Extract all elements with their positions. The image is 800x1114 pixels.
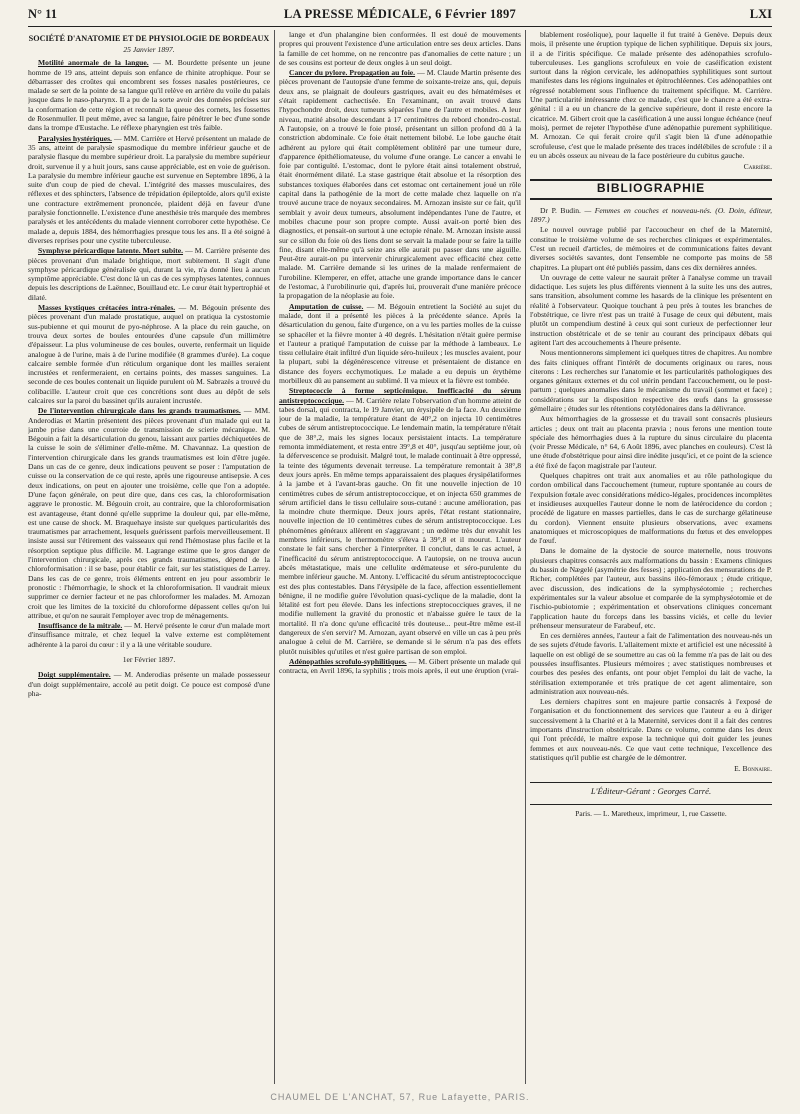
review-paragraph: Les derniers chapitres sont en majeure partie consacrés à l'exposé de l'organisation et du fonctionnement des services que l'auteur a eu à diriger successivement à la Charité et à la Maternité, services dont il a fait des centres importants d'instruction obstétricale. Dans ce volume, comme dans les deux qui l'ont précédé, le maître expose la technique qui doit guider les jeunes femmes et aux nouveau-nés. Ce que vaut cette technique, l'excellence des statistiques qu'il publie est chargée de le démontrer. <box>530 697 772 762</box>
review-paragraph: En ces dernières années, l'auteur a fait de l'alimentation des nouveau-nés un de ses sujets d'étude favoris. L'allaitement mixte et artificiel est une nécessité à laquelle on est obligé de se soumettre au cas où la femme n'a pas de lait ou des poussées insuffisantes. Plusieurs mémoires ; avec statistiques nombreuses et courbes des pesées des enfants, ont pour objet l'emploi du lait de vache, la stérilisation extemporanée et très pratique de cet agent alimentaire, son administration aux nouveau-nés. <box>530 631 772 696</box>
report-text: — M. Anderodias présente un malade possesseur d'un doigt supplémentaire, accolé au petit doigt. Ce pouce est composé d'une pha- <box>28 670 270 698</box>
report-paragraph <box>28 134 270 246</box>
report-heading: Insuffisance de la mitrale. <box>38 621 123 631</box>
review-paragraph: Un ouvrage de cette valeur ne saurait prêter à l'analyse comme un travail didactique. Les sujets les plus différents viennent à la suite les uns des autres, sans transition, absolument comme les hasards de la clinique les présentent en réalité à l'observateur. Quoique touchant à peu près à toutes les branches de l'obstétrique, ce livre n'est pas un traité à l'usage de ceux qui débutent, mais plutôt un compendium destiné à ceux qui sont curieux de perfectionner leur instruction obstétricale et de se tenir au courant des principaux débats qui agitent l'art des accouchements à l'heure présente. <box>530 272 772 347</box>
report-paragraph <box>279 68 521 300</box>
report-list <box>28 58 270 649</box>
review-author: Dr P. Budin. <box>540 205 581 215</box>
report-text: — M. Bourdette présente un jeune homme de 19 ans, atteint depuis son enfance de rhinite atrophique. Pour se débarrasser des croûtes qui encombrent ses fosses nasales postérieures, ce malade se sert de la pointe de sa langue qu'il relève en arrière du voile du palais jusque dans le naso-pharynx. Il a pu de la sorte avoir des données précises sur la conformation de cette région et reconnaît la queue des cornets, les fossettes de Rosenmuller. Il peut même, avec sa langue, faire pénétrer le bec d'une sonde dans la trompe d'Eustache. Le réflexe pharyngien est très faible. <box>28 58 270 133</box>
review-paragraph: Quelques chapitres ont trait aux anomalies et au rôle pathologique du cordon ombilical dans l'accouchement (tumeur, rupture spontanée au cours de l'expulsion fœtale avec considérations médico-légales, procidences incomplètes et insidieuses auxquelles l'auteur donne le nom de latérocidence du cordon ; procédé de ligature en masses partielles, dans le cas de surcharge gélatineuse du cordon). Viennent ensuite plusieurs observations, avec examens anatomiques et microscopiques de malformations du fœtus et des enveloppes de l'œuf. <box>530 471 772 546</box>
report-heading: Streptococcie à forme septicémique. Inefficacité du sérum antistreptococcique. <box>279 386 521 405</box>
page-number: LXI <box>749 7 772 21</box>
footer-rule <box>530 782 772 783</box>
report-paragraph <box>28 58 270 132</box>
report-heading: Masses kystiques crétacées intra-rénales. <box>38 303 176 313</box>
report-paragraph <box>28 303 270 405</box>
report-paragraph <box>28 670 270 698</box>
section-banner <box>530 179 772 199</box>
report-heading: De l'intervention chirurgicale dans les grands traumatismes. <box>38 406 241 416</box>
report-text: — M. Carrière relate l'observation d'un homme atteint de tabes dorsal, qui contracta, le 19 Janvier, un érysipèle de la face. Au deuxième jour de la maladie, la température étant de 40°,2 on injecta 10 centimètres cubes de sérum antistreptococcique. Le lendemain matin, la température n'était que de 38°,2, mais les signes locaux persistaient intacts. La température remonta immédiatement, et resta entre 39°,8 et 40°, jusqu'au septième jour, où la défervescence se produisit. Malgré tout, le malade continuait à être oppressé, la teinte des téguments devenait terreuse. La température remontait à 38°,8 deux jours après. En même temps apparaissaient des plaques érysipélatiformes à la jambe et à l'avant-bras gauche. On fit une nouvelle injection de 10 centimètres cubes de sérum antistreptococcique, et on injecta 650 grammes de sérum artificiel dans le tissu cellulaire sous-cutané : aucune amélioration, pas la moindre chute thermique. Deux jours après, l'état restant stationnaire, nouvelle injection de 10 centimètres cubes de sérum antistreptococcique. Les phénomènes généraux allèrent en s'aggravant ; un œdème très dur envahit les membres inférieurs, le thermomètre s'éleva à 39°,8 et il mourut. L'auteur constate le fait sans chercher à l'interpréter. Il conclut, dans le cas actuel, à l'inefficacité du sérum antistreptococcique. A l'autopsie, on ne trouva aucun abcès métastatique, mais une cellulite œdémateuse et séro-purulente du membre inférieur gauche. M. Antony. L'efficacité du sérum antistreptococcique est des plus contestables. Dans l'érysipèle de la face, affection essentiellement bénigne, il ne modifie guère l'évolution quasi-cyclique de la maladie, dont la létalité est fort peu élevée. Dans les infections streptococciques graves, il ne modifie nullement la gravité du pronostic et n'abaisse guère le taux de la mortalité. Il n'a donc qu'une efficacité très douteuse... peut-être même est-il dangereux de s'en servir? M. Arnozan, ayant observé en ville un cas à peu près analogue à celui de M. Carrière, se demande si le sérum n'a pas des effets plutôt nuisibles qu'utiles et n'est guère partisan de son emploi. <box>279 395 521 656</box>
printer-line: Paris. — L. Maretheux, imprimeur, 1, rue Cassette. <box>575 808 727 818</box>
report-heading: Paralysies hystériques. <box>38 133 112 143</box>
report-paragraph <box>279 386 521 656</box>
report-list <box>279 68 521 675</box>
report-paragraph <box>279 302 521 386</box>
section-title: BIBLIOGRAPHIE <box>596 181 706 196</box>
page-header <box>28 4 772 27</box>
report-text: — M. Gibert présente un malade qui contracta, en Avril 1896, la syphilis ; trois mois après, il eut une éruption (vrai- <box>279 656 521 676</box>
society-title: SOCIÉTÉ D'ANATOMIE ET DE PHYSIOLOGIE DE BORDEAUX <box>28 34 270 43</box>
review-paragraph: Le nouvel ouvrage publié par l'accoucheur en chef de la Maternité, constitue le troisième volume de ses recherches cliniques et expérimentales. C'est un recueil d'articles, de mémoires et de communications faites devant diverses sociétés savantes, dont l'ensemble ne comporte pas moins de 58 chapitres. La plupart ont été publiés passim, dans ces dix dernières années. <box>530 225 772 272</box>
report-text: — M. Hervé présente le cœur d'un malade mort d'insuffisance mitrale, et chez lequel la valve externe est complètement adhérente à la paroi du cœur : il y a là une véritable soudure. <box>28 621 270 649</box>
review-body <box>530 225 772 762</box>
report-text: — MM. Anderodias et Martin présentent des pièces provenant d'un malade qui eut la jambe prise dans une courroie de transmission de scierie mécanique. M. Bégouin a fait la désarticulation du genou, laissant aux parties déchiquetées de la cuisse le soin de s'éliminer d'elle-même. M. Chavannaz. La question de l'intervention chirurgicale dans les grands traumatismes est loin d'être jugée. Dans un cas de ce genre, deux indications peuvent se poser : l'amputation de cuisse ou la conservation de ce qui reste, après une rigoureuse antisepsie. A ces deux indications, on peut en ajouter une troisième, celle que l'on a adoptée. D'une façon générale, on peut dire que, dans ces cas, la chloroformisation aggrave le pronostic. M. Bégouin croit, au contraire, que la chloroformisation est avantageuse, étant donné qu'elle supprime la douleur qui, par elle-même, est une cause de shock. M. Braquehaye insiste sur quelques particularités des traumatismes par arrachement, lesquels guérissent parfois merveilleusement. Il insiste aussi sur l'étirement des vaisseaux qui rend l'hémostase plus facile et la résorption septique plus difficile. M. Lagrange estime que le gros danger de l'intervention chirurgicale, après ces grands traumatismes, dépend de la chloroformisation : il se base, pour établir ce fait, sur les statistiques de Larrey. Dans les cas de ce genre, trois éléments entrent en jeu pour assombrir le pronostic : l'hémorrhagie, le shock et la chloroformisation. Il vaudrait mieux supprimer ce dernier facteur et ne pas chloroformer les malades. M. Arnozan croit que les limites de la toxicité du chloroforme dépassent celles qu'on lui attribue, et qu'on ne saurait l'employer avec trop de ménagements. <box>28 406 270 620</box>
show-through-text: CHAUMEL DE L'ANCHAT, 57, Rue Lafayette, PARIS. <box>270 1092 530 1102</box>
report-signature: Carrière. <box>743 162 772 172</box>
report-heading: Motilité anormale de la langue. <box>38 58 149 68</box>
review-title: — Femmes en couches et nouveau-nés. (O. Doin, éditeur, 1897.) <box>530 205 772 225</box>
review-paragraph: Nous mentionnerons simplement ici quelques titres de chapitres. Au nombre des faits cliniques offrant l'intérêt de documents originaux ou rares, nous citerons : Les recherches sur l'anatomie et les particularités pathologiques des organes génitaux externes et du col utérin pendant l'accouchement, ou le post-partum ; quelques anomalies dans le mécanisme du travail (sommet et face) ; considérations sur la disposition respective des œufs dans la grossesse gémellaire ; études sur les rétentions cotylédonaires dans la délivrance. <box>530 348 772 413</box>
report-list-2 <box>28 670 270 698</box>
article-columns <box>28 30 772 1084</box>
report-heading: Cancer du pylore. Propagation au foie. <box>289 68 416 78</box>
review-signature: E. Bonnaire. <box>734 764 772 774</box>
report-text: — M. Carrière présente des pièces provenant d'un malade brightique, mort subitement. Il s'agit d'une symphyse péricardique généralisée qui, durant la vie, n'a donné lieu à aucun symptôme appréciable. C'est donc là un cas de ces symphyses latentes, connues depuis les descriptions de Laënnec, Bouillaud etc. Le cœur était hypertrophié et dilaté. <box>28 246 270 302</box>
column-divider <box>274 30 275 1084</box>
issue-number: N° 11 <box>28 7 57 21</box>
report-heading: Adénopathies scrofulo-syphilitiques. <box>289 656 407 666</box>
report-heading: Symphyse péricardique latente. Mort subite. <box>38 246 184 256</box>
report-text: — M. Claude Martin présente des pièces provenant de l'autopsie d'une femme de soixante-treize ans, qui, depuis deux ans, se plaignait de douleurs gastriques, avait eu des hématémèses et s'était rapidement cachectisée. En l'examinant, on avait trouvé dans l'hypochondre droit, deux tumeurs séparées l'une de l'autre et mobiles. A leur niveau, matité absolue descendant à 17 centimètres du rebord chondro-costal. A l'autopsie, on a trouvé le foie ptosé, présentant un sillon profond dû à la constriction abdominale. Ce foie était nettement bilobé. Le lobe gauche était adhérent au pylore qui était complètement oblitéré par une tumeur dure, d'apparence épithéliomateuse, du volume d'une orange. Le cancer a envahi le foie par contiguïté. L'estomac, dont le pylore était ainsi totalement obstrué, était énormément dilaté. La stase gastrique était absolue et la résorption des substances toxiques élaborées dans cet estomac ont certainement joué un rôle capital dans la pathogénie de la mort de cette malade chez laquelle on n'a trouvé aucune trace de noyaux secondaires. M. Arnozan insiste sur ce fait, qu'il semblait y avoir deux tumeurs, absolument indépendantes l'une de l'autre, et mobiles chacune pour son propre compte. Aussi avait-on porté bien des diagnostics, et pensait-on surtout à une ectopie rénale. M. Arnozan insiste aussi sur ce sillon du foie où des liens dont se servait la malade pour se faire la taille fine, disant elle-même qu'à seize ans elle aurait pu passer dans une aiguille. Peut-être aurait-on pu intervenir chirurgicalement avec efficacité chez cette malade. M. Carrière demande si les urines de la malade renfermaient de l'urobiline. Klemperer, en effet, attache une grande importance dans le cancer de l'estomac, à l'urobilinurie qui, d'après lui, prouverait d'une manière précoce la propagation de la néoplasie au foie. <box>279 68 521 301</box>
session-date-2: 1er Février 1897. <box>122 655 176 664</box>
report-text: — MM. Carrière et Hervé présentent un malade de 35 ans, atteint de paralysie spasmodique du membre inférieur gauche et de paralysie flasque du membre supérieur droit. La paralysie du membre supérieur droit, survenue il y a huit jours, sans cause appréciable, est en voie de guérison. La paralysie du membre inférieur gauche est survenue en Septembre 1896, à la suite d'un coup de pied de cheval. L'intégrité des masses musculaires, des réflexes et des sphincters, l'absence de trépidation épileptoïde, alors qu'il existe une contracture extrêmement prononcée, plaident déjà en faveur d'une paralysie fonctionnelle. L'existence d'une anesthésie très marquée des membres paralysés et les antécédents du malade viennent corroborer cette hypothèse. Ce malade a, depuis 1884, des hémorrhagies presque tous les ans. Il a été soigné à diverses reprises pour une cystite tuberculeuse. <box>28 133 270 245</box>
review-paragraph: Dans le domaine de la dystocie de source maternelle, nous trouvons plusieurs chapitres consacrés aux malformations du bassin : Examens cliniques du bassin de Nægelé (asymétrie des fesses) ; application des mensurations de P. Richer, complétées par l'auteur, aux bassins iléo-fémoraux ; étude critique, avec discussion, des indications de la symphyséotomie ; recherches expérimentales sur la valeur absolue et comparée de la symphyséotomie et de l'ischio-pubiotomie ; expérimentation et observations cliniques concernant l'application haute du forceps dans les bassins viciés, et celle du levier préhenseur mensurateur de Farabeuf, etc. <box>530 546 772 630</box>
report-paragraph <box>28 246 270 302</box>
review-heading <box>530 206 772 225</box>
column-3 <box>530 30 772 1084</box>
report-heading: Amputation de cuisse. <box>289 301 364 311</box>
journal-title: LA PRESSE MÉDICALE, 6 Février 1897 <box>283 7 517 21</box>
report-paragraph <box>28 621 270 649</box>
report-paragraph <box>279 657 521 676</box>
continued-paragraph: blablement roséolique), pour laquelle il fut traité à Genève. Depuis deux mois, il présente une éruption typique de lichen syphilitique. Depuis six jours, il a de l'iritis spécifique. Ce malade présente des adénopathies scrofulo-tuberculeuses. Les ganglions scrofuleux en voie de caséification existent surtout dans la région cervicale, les adénopathies syphilitiques sont surtout manifestes dans les régions inguinales et épitrochléennes. Ces adénopathies ont régressé notablement sous l'influence du traitement spécifique. M. Carrière. Une particularité intéressante chez ce malade, c'est que le chancre a été extra-génital : il a eu un chancre de la gencive supérieure, dont il reste encore la cicatrice. M. Gibert croit que la caséification à une aussi longue échéance (neuf mois), permet de rejeter l'hypothèse d'une adénopathie purement syphilitique. M. Arnozan. Ce qui ferait croire qu'il s'agit bien là d'une adénopathie scrofuleuse, c'est que le malade présente des traces indélébiles de scrofule : il a eu un abcès osseux au niveau de la face postérieure du cubitus gauche. <box>530 30 772 160</box>
report-paragraph <box>28 406 270 620</box>
footer-rule <box>530 804 772 805</box>
report-heading: Doigt supplémentaire. <box>38 670 111 680</box>
report-text: — M. Bégouin présente des pièces provenant d'un malade prostatique, auquel on pratiqua la cystostomie sus-pubienne et qui mourut de pyo-néphrose. A la place du rein gauche, on trouva deux sortes de boules entourées d'une capsule d'un millimètre d'épaisseur. La plus volumineuse de ces boules, ouverte, renfermait un liquide analogue à de l'urine, mais à de l'urine modifiée (8 grammes d'urée). La coque calcaire semble formée d'un réticulum organique dont les mailles seraient incrustées et renfermeraient, en certains points, des masses sanguines. La seconde de ces boules contenait un liquide purulent où M. Sabrazès a trouvé du colibacille. L'auteur croit que ces concrétions sont dues au dépôt de sels calcaires sur la paroi du bassinet qu'ils auraient incrustée. <box>28 303 270 405</box>
review-paragraph: Aux hémorrhagies de la grossesse et du travail sont consacrés plusieurs articles ; deux ont trait au placenta prævia ; nous ferons une mention toute spéciale des hémorrhagies dues à la rupture du sinus circulaire du placenta (voir Presse Médicale, n° 64, 6 Août 1896, avec planches en couleurs). C'est là une étude d'obstétrique pour ainsi dire inédite jusqu'ici, et ce point de la science a été fixé de façon magistrale par l'auteur. <box>530 414 772 470</box>
session-date: 25 Janvier 1897. <box>123 45 175 54</box>
report-text: — M. Bégouin entretient la Société au sujet du malade, dont il a présenté les pièces à la précédente séance. Après la désarticulation du genou, faite d'urgence, on a vu les parties molles de la cuisse se sphacéler et la fièvre monter à 40 degrés. L'hésitation n'était guère permise et l'auteur a pratiqué l'amputation de cuisse par la méthode à lambeaux. Le tissu cellulaire était infiltré d'un liquide séro-huileux ; les muscles avaient, pour la plupart, subi la dégénérescence vitreuse et présentaient de distance en distance des foyers ecchymotiques. Le malade a eu depuis un érythème morbilleux dû au pansement au sublimé. Il va mieux et la fièvre est tombée. <box>279 301 521 385</box>
column-2 <box>279 30 521 1084</box>
column-divider <box>525 30 526 1084</box>
continued-paragraph: lange et d'un phalangine bien conformées. Il est doué de mouvements propres qui prouvent l'existence d'une articulation entre ses deux articles. Dans la famille de cet homme, on ne rencontre pas d'anomalies de cette nature ; un de ses cousins est porteur de deux ongles à un seul doigt. <box>279 30 521 67</box>
publisher-line: L'Éditeur-Gérant : Georges Carré. <box>590 785 712 796</box>
column-1 <box>28 30 270 1084</box>
